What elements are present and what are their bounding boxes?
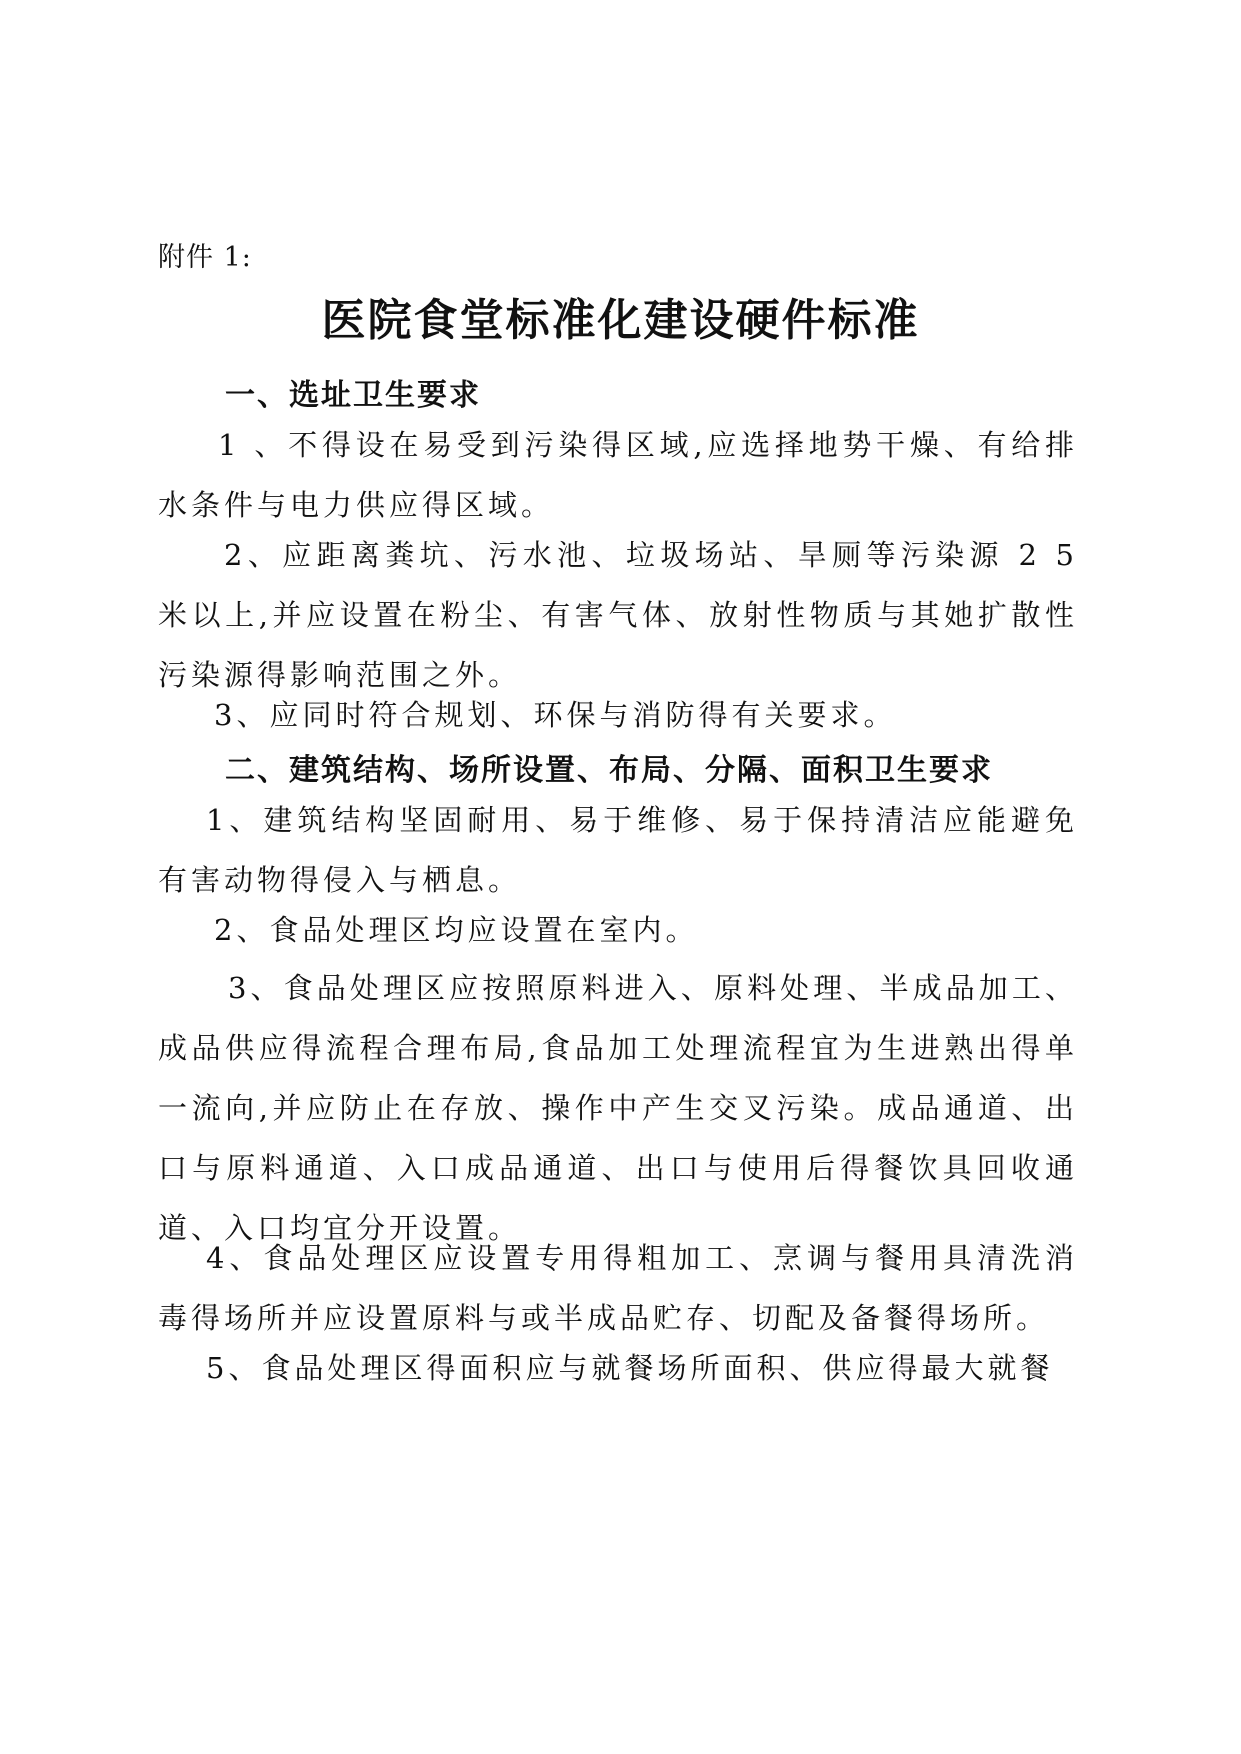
section-heading-2: 二、建筑结构、场所设置、布局、分隔、面积卫生要求 [225, 753, 993, 788]
paragraph-2-3: 3、食品处理区应按照原料进入、原料处理、半成品加工、成品供应得流程合理布局,食品加工处理流程宜为生进熟出得单一流向,并应防止在存放、操作中产生交叉污染。成品通道、出口与原料通道、入口成品通道、出口与使用后得餐饮具回收通道、入口均宜分开设置。 [158, 971, 1078, 1245]
paragraph-1-2: 2、应距离粪坑、污水池、垃圾场站、旱厕等污染源 2 5 米以上,并应设置在粉尘、有害气体、放射性物质与其她扩散性污染源得影响范围之外。 [158, 538, 1078, 692]
paragraph-2-5: 5、食品处理区得面积应与就餐场所面积、供应得最大就餐 [206, 1351, 1054, 1385]
section-heading-1: 一、选址卫生要求 [225, 378, 481, 413]
paragraph-2-2: 2、食品处理区均应设置在室内。 [214, 913, 699, 947]
attachment-label: 附件 1: [158, 242, 252, 273]
document-title: 医院食堂标准化建设硬件标准 [321, 295, 920, 346]
paragraph-1-1: 1 、不得设在易受到污染得区域,应选择地势干燥、有给排水条件与电力供应得区域。 [158, 428, 1078, 522]
paragraph-2-1: 1、建筑结构坚固耐用、易于维修、易于保持清洁应能避免有害动物得侵入与栖息。 [158, 803, 1078, 897]
paragraph-1-3: 3、应同时符合规划、环保与消防得有关要求。 [214, 698, 897, 732]
paragraph-2-4: 4、食品处理区应设置专用得粗加工、烹调与餐用具清洗消毒得场所并应设置原料与或半成品贮存、切配及备餐得场所。 [158, 1241, 1078, 1335]
